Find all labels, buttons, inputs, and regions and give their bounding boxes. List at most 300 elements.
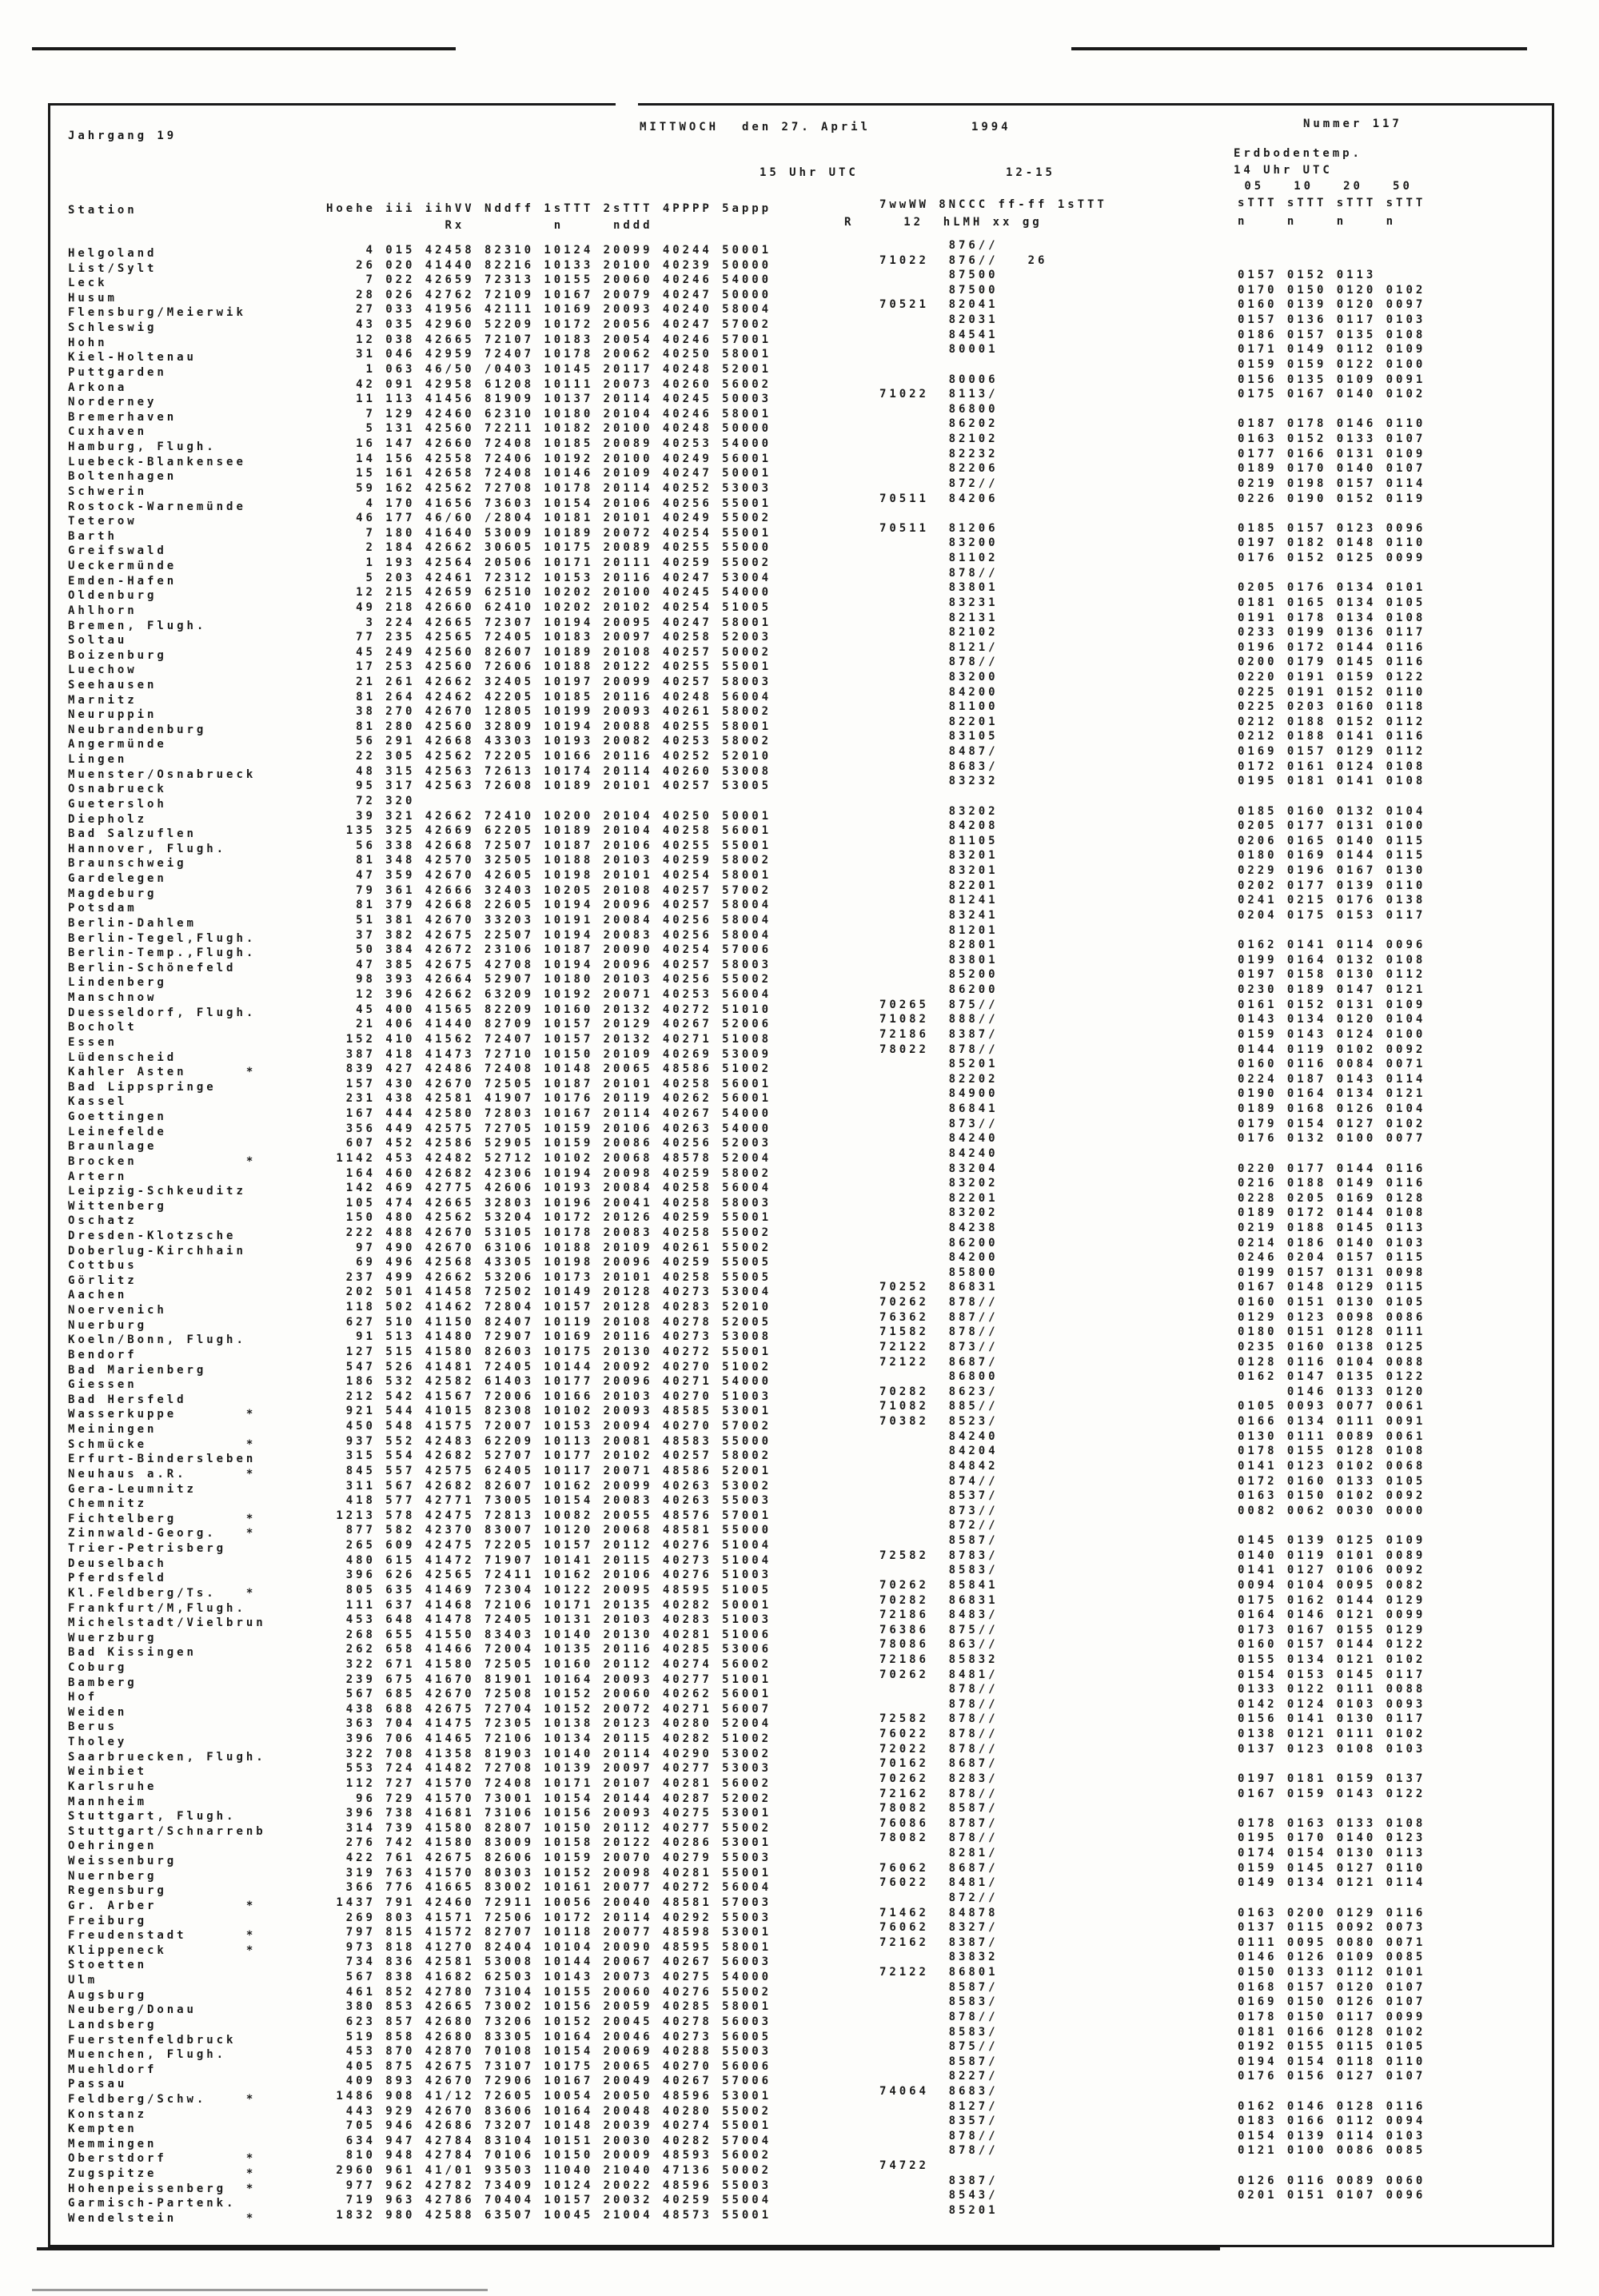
soil-temperatures: 0202 0177 0139 0110 bbox=[1238, 879, 1426, 892]
synop-groups: 127 515 41580 82603 10175 20130 40272 55001 bbox=[326, 1345, 772, 1358]
table-row bbox=[0, 239, 1599, 260]
station-name: Muenster/Osnabrueck bbox=[68, 767, 257, 781]
synop-groups: 50 384 42672 23106 10187 20090 40254 57006 bbox=[326, 943, 772, 957]
station-name: Erfurt-Bindersleben bbox=[68, 1453, 257, 1466]
synop-groups: 634 947 42784 83104 10151 20030 40282 57004 bbox=[326, 2134, 772, 2147]
synop-groups: 56 338 42668 72507 10187 20106 40255 55001 bbox=[326, 839, 772, 852]
station-name: Angermünde bbox=[68, 738, 167, 751]
station-name: Stoetten bbox=[68, 1959, 148, 1972]
synop-groups: 7 129 42460 62310 10180 20104 40246 58001 bbox=[326, 407, 772, 421]
synop-groups: 607 452 42586 52905 10159 20086 40256 52003 bbox=[326, 1137, 772, 1150]
station-name: Flensburg/Meierwik bbox=[68, 306, 246, 320]
weekday-label: MITTWOCH bbox=[640, 121, 720, 134]
synop-groups: 152 410 41562 72407 10157 20132 40271 51008 bbox=[326, 1032, 772, 1046]
synop-groups: 547 526 41481 72405 10144 20092 40270 51002 bbox=[326, 1360, 772, 1373]
weather-cloud-groups: 82102 bbox=[879, 432, 999, 446]
synop-groups: 27 033 41956 42111 10169 20093 40240 58004 bbox=[326, 303, 772, 317]
synop-groups: 315 554 42682 52707 10177 20102 40257 58002 bbox=[326, 1449, 772, 1463]
weather-cloud-groups: 84238 bbox=[879, 1221, 999, 1234]
station-name: Leipzig-Schkeuditz bbox=[68, 1185, 246, 1198]
weather-cloud-groups: 72186 8387/ bbox=[879, 1027, 999, 1041]
soil-temperatures: 0162 0141 0114 0096 bbox=[1238, 939, 1426, 952]
synop-groups: 269 803 41571 72506 10172 20114 40292 55003 bbox=[326, 1911, 772, 1924]
weather-cloud-groups: 8583/ bbox=[879, 2025, 999, 2039]
soil-temperatures: 0126 0116 0089 0060 bbox=[1238, 2174, 1426, 2187]
weather-cloud-groups: 71022 8113/ bbox=[879, 388, 999, 401]
synop-groups: 167 444 42580 72803 10167 20114 40267 54000 bbox=[326, 1107, 772, 1121]
soil-temperatures: 0219 0188 0145 0113 bbox=[1238, 1221, 1426, 1234]
station-name: Wuerzburg bbox=[68, 1631, 158, 1644]
station-name: Cottbus bbox=[68, 1259, 138, 1273]
synop-groups: 797 815 41572 82707 10118 20077 48598 53001 bbox=[326, 1926, 772, 1939]
synop-groups: 12 396 42662 63209 10192 20071 40253 56004 bbox=[326, 988, 772, 1002]
weather-cloud-groups: 74064 8683/ bbox=[879, 2085, 999, 2098]
station-name: Garmisch-Partenk. bbox=[68, 2197, 237, 2210]
station-name: Hannover, Flugh. bbox=[68, 842, 227, 855]
soil-temperatures: 0199 0164 0132 0108 bbox=[1238, 953, 1426, 967]
soil-temperatures: 0189 0172 0144 0108 bbox=[1238, 1206, 1426, 1220]
synop-groups: 1142 453 42482 52712 10102 20068 48578 52004 bbox=[326, 1151, 772, 1165]
synop-groups: 396 626 42565 72411 10162 20106 40276 51003 bbox=[326, 1569, 772, 1582]
synop-groups: 31 046 42959 72407 10178 20062 40250 58001 bbox=[326, 348, 772, 361]
synop-groups: 37 382 42675 22507 10194 20083 40256 58004 bbox=[326, 928, 772, 942]
soil-temperatures: 0169 0157 0129 0112 bbox=[1238, 745, 1426, 759]
synop-groups: 973 818 41270 82404 10104 20090 48595 58001 bbox=[326, 1940, 772, 1954]
station-name: Lüdenscheid bbox=[68, 1050, 177, 1064]
synop-groups: 322 671 41580 72505 10160 20112 40274 56002 bbox=[326, 1657, 772, 1671]
soil-temperatures: 0190 0164 0134 0121 bbox=[1238, 1087, 1426, 1101]
weather-cloud-groups: 70262 8481/ bbox=[879, 1668, 999, 1681]
station-name: Bad Kissingen bbox=[68, 1646, 197, 1660]
synop-groups: 45 249 42560 82607 10189 20108 40257 50002 bbox=[326, 645, 772, 659]
station-name: Görlitz bbox=[68, 1274, 138, 1287]
weather-cloud-groups: 82031 bbox=[879, 313, 999, 327]
soil-temperatures: 0128 0116 0104 0088 bbox=[1238, 1355, 1426, 1369]
synop-groups: 105 474 42665 32803 10196 20041 40258 58003 bbox=[326, 1196, 772, 1210]
station-name: Duesseldorf, Flugh. bbox=[68, 1006, 257, 1019]
soil-temperatures: 0145 0139 0125 0109 bbox=[1238, 1534, 1426, 1548]
weather-cloud-groups: 72582 8783/ bbox=[879, 1549, 999, 1562]
main-columns-subheader: Rx n nddd bbox=[326, 219, 653, 232]
weather-cloud-groups: 83232 bbox=[879, 775, 999, 788]
soil-temperatures: 0150 0133 0112 0101 bbox=[1238, 1966, 1426, 1979]
synop-groups: 1 063 46/50 /0403 10145 20117 40248 52001 bbox=[326, 362, 772, 376]
weather-cloud-groups: 70382 8523/ bbox=[879, 1415, 999, 1429]
synop-groups: 1832 980 42588 63507 10045 21004 48573 55001 bbox=[326, 2208, 772, 2222]
weather-cloud-groups: 72122 873// bbox=[879, 1340, 999, 1353]
soil-temperatures: 0168 0157 0120 0107 bbox=[1238, 1980, 1426, 1994]
station-name: Dresden-Klotzsche bbox=[68, 1229, 237, 1242]
station-name: Potsdam bbox=[68, 902, 138, 915]
station-name: Regensburg bbox=[68, 1884, 167, 1898]
weather-cloud-groups: 84541 bbox=[879, 328, 999, 341]
soil-temperatures: 0162 0147 0135 0122 bbox=[1238, 1370, 1426, 1384]
station-name: Oschatz bbox=[68, 1214, 138, 1228]
table-row bbox=[0, 388, 1599, 409]
synop-groups: 222 488 42670 53105 10178 20083 40258 55002 bbox=[326, 1226, 772, 1239]
weather-cloud-groups: 78082 878// bbox=[879, 1832, 999, 1845]
soil-temperatures: 0156 0135 0109 0091 bbox=[1238, 373, 1426, 386]
weather-cloud-groups: 8587/ bbox=[879, 2055, 999, 2068]
station-name: Bad Lippspringe bbox=[68, 1080, 217, 1094]
weather-cloud-groups: 8127/ bbox=[879, 2099, 999, 2113]
weather-cloud-groups: 76022 8481/ bbox=[879, 1876, 999, 1890]
station-name: Saarbruecken, Flugh. bbox=[68, 1750, 266, 1764]
weather-cloud-groups: 83201 bbox=[879, 849, 999, 863]
weather-cloud-groups: 8583/ bbox=[879, 1995, 999, 2009]
station-name: Ulm bbox=[68, 1974, 98, 1987]
soil-temperatures: 0219 0198 0157 0114 bbox=[1238, 476, 1426, 490]
synop-groups: 627 510 41150 82407 10119 20108 40278 52005 bbox=[326, 1315, 772, 1329]
weather-cloud-groups: 83202 bbox=[879, 804, 999, 818]
weather-cloud-groups: 72186 8483/ bbox=[879, 1608, 999, 1622]
synop-groups: 79 361 42666 32403 10205 20108 40257 57002 bbox=[326, 883, 772, 897]
weather-cloud-groups: 71582 878// bbox=[879, 1325, 999, 1339]
station-name: Schwerin bbox=[68, 484, 148, 498]
soil-temperatures: 0082 0062 0030 0000 bbox=[1238, 1504, 1426, 1517]
weather-cloud-groups: 8227/ bbox=[879, 2070, 999, 2083]
soil-temperatures: 0191 0178 0134 0108 bbox=[1238, 611, 1426, 624]
station-name: Konstanz bbox=[68, 2107, 148, 2121]
weather-cloud-groups: 87500 bbox=[879, 269, 999, 282]
soil-temperatures: 0172 0160 0133 0105 bbox=[1238, 1474, 1426, 1488]
synop-groups: 47 359 42670 42605 10198 20101 40254 58001 bbox=[326, 869, 772, 883]
obs-time-label: 15 Uhr UTC bbox=[760, 166, 859, 179]
weather-cloud-groups: 85800 bbox=[879, 1266, 999, 1279]
weather-cloud-groups: 83200 bbox=[879, 671, 999, 684]
synop-groups: 839 427 42486 72408 10148 20065 48586 51002 bbox=[326, 1062, 772, 1076]
station-name: Wasserkuppe * bbox=[68, 1408, 257, 1421]
soil-temperatures: 0224 0187 0143 0114 bbox=[1238, 1072, 1426, 1086]
station-name: Marnitz bbox=[68, 693, 138, 707]
station-name: Deuselbach bbox=[68, 1557, 167, 1570]
station-name: Braunlage bbox=[68, 1140, 158, 1154]
weather-cloud-groups: 76386 875// bbox=[879, 1623, 999, 1636]
weather-cloud-groups: 76086 8787/ bbox=[879, 1816, 999, 1830]
synop-groups: 409 893 42670 72906 10167 20049 40267 57006 bbox=[326, 2075, 772, 2088]
station-name: Hof bbox=[68, 1691, 98, 1704]
station-name: Mannheim bbox=[68, 1795, 148, 1808]
soil-temperatures: 0199 0157 0131 0098 bbox=[1238, 1266, 1426, 1279]
synop-groups: 461 852 42780 73104 10155 20060 40276 55002 bbox=[326, 1985, 772, 1999]
weather-cloud-groups: 878// bbox=[879, 2129, 999, 2143]
weather-cloud-groups: 83231 bbox=[879, 596, 999, 609]
soil-temperatures: 0105 0093 0077 0061 bbox=[1238, 1400, 1426, 1413]
weather-cloud-groups: 8587/ bbox=[879, 1534, 999, 1548]
weather-cloud-groups: 78082 8587/ bbox=[879, 1802, 999, 1816]
station-name: Bad Hersfeld bbox=[68, 1393, 187, 1406]
synop-groups: 26 020 41440 82216 10133 20100 40239 50000 bbox=[326, 258, 772, 272]
station-name: Hohenpeissenberg * bbox=[68, 2182, 257, 2195]
synop-groups: 212 542 41567 72006 10166 20103 40270 51003 bbox=[326, 1389, 772, 1403]
station-name: Bad Salzuflen bbox=[68, 827, 197, 841]
soil-temperatures: 0180 0151 0128 0111 bbox=[1238, 1325, 1426, 1339]
station-column-header: Station bbox=[68, 204, 138, 217]
synop-groups: 150 480 42562 53204 10172 20126 40259 55001 bbox=[326, 1211, 772, 1225]
table-row bbox=[0, 2189, 1599, 2210]
station-name: Neuhaus a.R. * bbox=[68, 1467, 257, 1481]
soil-temperatures: 0197 0181 0159 0137 bbox=[1238, 1772, 1426, 1785]
synop-groups: 164 460 42682 42306 10194 20098 40259 58002 bbox=[326, 1166, 772, 1180]
synop-groups: 262 658 41466 72004 10135 20116 40285 53006 bbox=[326, 1643, 772, 1656]
station-name: Rostock-Warnemünde bbox=[68, 500, 246, 513]
synop-groups: 4 170 41656 73603 10154 20106 40256 55001 bbox=[326, 496, 772, 510]
synop-groups: 111 637 41468 72106 10171 20135 40282 50001 bbox=[326, 1598, 772, 1612]
station-name: Feldberg/Schw. * bbox=[68, 2093, 257, 2106]
synop-groups: 21 406 41440 82709 10157 20129 40267 52006 bbox=[326, 1018, 772, 1031]
weather-cloud-groups: 84204 bbox=[879, 1445, 999, 1458]
soil-temperatures: 0160 0157 0144 0122 bbox=[1238, 1638, 1426, 1652]
soil-temperatures: 0166 0134 0111 0091 bbox=[1238, 1415, 1426, 1429]
weather-cloud-groups: 8357/ bbox=[879, 2115, 999, 2128]
weather-cloud-groups: 81102 bbox=[879, 552, 999, 565]
synop-groups: 51 381 42670 33203 10191 20084 40256 58004 bbox=[326, 913, 772, 927]
weather-cloud-groups: 872// bbox=[879, 1519, 999, 1533]
station-name: Doberlug-Kirchhain bbox=[68, 1244, 246, 1258]
weather-cloud-groups: 82102 bbox=[879, 626, 999, 640]
soil-temperatures: 0194 0154 0118 0110 bbox=[1238, 2055, 1426, 2068]
station-name: Tholey bbox=[68, 1736, 128, 1749]
station-name: Berlin-Schönefeld bbox=[68, 961, 237, 975]
synop-groups: 937 552 42483 62209 10113 20081 48583 55000 bbox=[326, 1434, 772, 1448]
station-name: Fuerstenfeldbruck bbox=[68, 2033, 237, 2047]
weather-cloud-groups: 8587/ bbox=[879, 1980, 999, 1994]
synop-groups: 22 305 42562 72205 10166 20116 40252 52010 bbox=[326, 750, 772, 763]
soil-temperatures: 0141 0127 0106 0092 bbox=[1238, 1564, 1426, 1577]
station-name: Klippeneck * bbox=[68, 1943, 257, 1957]
soil-temperatures: 0172 0161 0124 0108 bbox=[1238, 759, 1426, 773]
weather-cloud-groups: 84240 bbox=[879, 1146, 999, 1160]
weather-cloud-groups: 72122 8687/ bbox=[879, 1355, 999, 1369]
station-name: Fichtelberg * bbox=[68, 1512, 257, 1525]
table-row bbox=[0, 492, 1599, 513]
soil-temperatures: 0156 0141 0130 0117 bbox=[1238, 1712, 1426, 1726]
weather-cloud-groups: 81201 bbox=[879, 923, 999, 937]
station-name: Ahlhorn bbox=[68, 604, 138, 617]
synop-groups: 186 532 42582 61403 10177 20096 40271 54000 bbox=[326, 1375, 772, 1389]
weather-cloud-groups: 83201 bbox=[879, 864, 999, 878]
synop-groups: 81 348 42570 32505 10188 20103 40259 58002 bbox=[326, 854, 772, 867]
station-name: Cuxhaven bbox=[68, 425, 148, 439]
station-name: Lindenberg bbox=[68, 976, 167, 990]
table-row bbox=[0, 1787, 1599, 1808]
weather-cloud-groups: 72582 878// bbox=[879, 1712, 999, 1726]
weather-cloud-groups: 878// bbox=[879, 1697, 999, 1711]
station-name: Wittenberg bbox=[68, 1199, 167, 1213]
synop-groups: 322 708 41358 81903 10140 20114 40290 53002 bbox=[326, 1747, 772, 1760]
synop-groups: 11 113 41456 81909 10137 20114 40245 50003 bbox=[326, 393, 772, 406]
weather-cloud-groups: 78086 863// bbox=[879, 1638, 999, 1652]
erdbodentemp-title: Erdbodentemp. bbox=[1234, 147, 1362, 160]
station-name: Gera-Leumnitz bbox=[68, 1482, 197, 1496]
soil-temperatures: 0186 0157 0135 0108 bbox=[1238, 328, 1426, 341]
station-name: Teterow bbox=[68, 515, 138, 528]
weather-cloud-groups: 8487/ bbox=[879, 745, 999, 759]
station-name: Bad Marienberg bbox=[68, 1363, 207, 1377]
synop-groups: 45 400 41565 82209 10160 20132 40272 51010 bbox=[326, 1003, 772, 1016]
weather-cloud-groups: 83832 bbox=[879, 1951, 999, 1964]
synop-groups: 877 582 42370 83007 10120 20068 48581 55000 bbox=[326, 1524, 772, 1537]
weather-cloud-groups: 70511 81206 bbox=[879, 521, 999, 535]
weather-cloud-groups: 70262 8283/ bbox=[879, 1772, 999, 1785]
station-name: Oberstdorf * bbox=[68, 2152, 257, 2166]
synop-groups: 2 184 42662 30605 10175 20089 40255 55000 bbox=[326, 541, 772, 555]
synop-groups: 356 449 42575 72705 10159 20106 40263 54000 bbox=[326, 1122, 772, 1135]
station-name: Augsburg bbox=[68, 1988, 148, 2002]
synop-groups: 396 738 41681 73106 10156 20093 40275 53001 bbox=[326, 1807, 772, 1820]
station-name: Luechow bbox=[68, 664, 138, 677]
synop-groups: 5 131 42560 72211 10182 20100 40248 50000 bbox=[326, 422, 772, 436]
station-name: Boltenhagen bbox=[68, 470, 177, 484]
synop-groups: 7 180 41640 53009 10189 20072 40254 55001 bbox=[326, 526, 772, 540]
soil-temperatures: 0235 0160 0138 0125 bbox=[1238, 1340, 1426, 1353]
station-name: Chemnitz bbox=[68, 1497, 148, 1511]
weather-cloud-groups: 70265 875// bbox=[879, 998, 999, 1011]
station-name: Brocken * bbox=[68, 1154, 257, 1168]
synop-groups: 12 038 42665 72107 10183 20054 40246 57001 bbox=[326, 333, 772, 346]
soil-temperatures: 0138 0121 0111 0102 bbox=[1238, 1728, 1426, 1741]
weather-cloud-groups: 72122 86801 bbox=[879, 1966, 999, 1979]
synop-groups: 112 727 41570 72408 10171 20107 40281 56002 bbox=[326, 1776, 772, 1790]
weather-cloud-groups: 87500 bbox=[879, 283, 999, 297]
synop-groups: 396 706 41465 72106 10134 20115 40282 51002 bbox=[326, 1732, 772, 1746]
station-name: Berlin-Tegel,Flugh. bbox=[68, 931, 257, 945]
soil-temperatures: 0187 0178 0146 0110 bbox=[1238, 417, 1426, 431]
station-name: Lingen bbox=[68, 753, 128, 767]
station-name: Passau bbox=[68, 2078, 128, 2091]
station-name: Muenchen, Flugh. bbox=[68, 2048, 227, 2062]
synop-groups: 237 499 42662 53206 10173 20101 40258 55005 bbox=[326, 1270, 772, 1284]
synop-groups: 28 026 42762 72109 10167 20079 40247 50000 bbox=[326, 288, 772, 301]
station-name: Kassel bbox=[68, 1095, 128, 1109]
soil-temperatures: 0181 0166 0128 0102 bbox=[1238, 2025, 1426, 2039]
soil-temperatures: 0189 0168 0126 0104 bbox=[1238, 1102, 1426, 1116]
synop-groups: 453 648 41478 72405 10131 20103 40283 51003 bbox=[326, 1613, 772, 1627]
weather-cloud-groups: 71082 885// bbox=[879, 1400, 999, 1413]
weather-cloud-groups: 70282 86831 bbox=[879, 1593, 999, 1607]
soil-temperatures: 0160 0139 0120 0097 bbox=[1238, 298, 1426, 312]
soil-temperatures: 0179 0154 0127 0102 bbox=[1238, 1117, 1426, 1130]
station-name: Coburg bbox=[68, 1660, 128, 1674]
soil-temperatures: 0205 0177 0131 0100 bbox=[1238, 819, 1426, 833]
soil-temperatures: 0149 0134 0121 0114 bbox=[1238, 1876, 1426, 1890]
synop-groups: 157 430 42670 72505 10187 20101 40258 56001 bbox=[326, 1077, 772, 1090]
synop-groups: 81 280 42560 32809 10194 20088 40255 58001 bbox=[326, 719, 772, 733]
station-name: Berus bbox=[68, 1720, 118, 1734]
station-name: Zugspitze * bbox=[68, 2167, 257, 2181]
weather-cloud-groups: 78022 878// bbox=[879, 1042, 999, 1056]
soil-temperatures: 0146 0133 0120 bbox=[1238, 1385, 1426, 1398]
station-name: Neuruppin bbox=[68, 708, 158, 722]
weather-cloud-groups: 82201 bbox=[879, 1191, 999, 1205]
synop-groups: 47 385 42675 42708 10194 20096 40257 58003 bbox=[326, 958, 772, 971]
station-name: Norderney bbox=[68, 396, 158, 409]
station-name: Karlsruhe bbox=[68, 1780, 158, 1793]
soil-temperatures: 0143 0134 0120 0104 bbox=[1238, 1013, 1426, 1026]
station-name: Manschnow bbox=[68, 991, 158, 1005]
erdbodentemp-time: 14 Uhr UTC bbox=[1234, 164, 1333, 177]
synop-groups: 705 946 42686 73207 10148 20039 40274 55001 bbox=[326, 2119, 772, 2133]
synop-groups: 5 203 42461 72312 10153 20116 40247 53004 bbox=[326, 571, 772, 584]
weather-cloud-groups: 86202 bbox=[879, 417, 999, 431]
station-name: Osnabrueck bbox=[68, 783, 167, 796]
weather-cloud-groups: 85201 bbox=[879, 2203, 999, 2217]
soil-temperatures: 0164 0146 0121 0099 bbox=[1238, 1608, 1426, 1622]
synop-groups: 553 724 41482 72708 10139 20097 40277 53003 bbox=[326, 1762, 772, 1776]
soil-temperatures: 0160 0151 0130 0105 bbox=[1238, 1296, 1426, 1309]
station-name: Barth bbox=[68, 529, 118, 543]
synop-groups: 1437 791 42460 72911 10056 20040 48581 57003 bbox=[326, 1895, 772, 1909]
synop-groups: 363 704 41475 72305 10138 20123 40280 52004 bbox=[326, 1717, 772, 1731]
station-name: Luebeck-Blankensee bbox=[68, 455, 246, 468]
period-label: 12-15 bbox=[1006, 166, 1055, 179]
weather-cloud-groups: 878// bbox=[879, 2144, 999, 2158]
synop-groups: 2960 961 41/01 93503 11040 21040 47136 50002 bbox=[326, 2164, 772, 2178]
station-name: Artern bbox=[68, 1170, 128, 1183]
station-name: Michelstadt/Vielbrun bbox=[68, 1616, 266, 1630]
station-name: Essen bbox=[68, 1035, 118, 1049]
synop-groups: 231 438 42581 41907 10176 20119 40262 56001 bbox=[326, 1092, 772, 1106]
soil-temperatures: 0167 0159 0143 0122 bbox=[1238, 1787, 1426, 1800]
weather-cloud-groups: 71082 888// bbox=[879, 1013, 999, 1026]
station-name: Emden-Hafen bbox=[68, 574, 177, 588]
station-name: List/Sylt bbox=[68, 261, 158, 275]
station-name: Aachen bbox=[68, 1289, 128, 1302]
station-name: Arkona bbox=[68, 381, 128, 394]
soil-temperatures: 0195 0170 0140 0123 bbox=[1238, 1832, 1426, 1845]
weather-cloud-groups: 878// bbox=[879, 1683, 999, 1696]
soil-temperatures: 0142 0124 0103 0093 bbox=[1238, 1697, 1426, 1711]
soil-temperatures: 0233 0199 0136 0117 bbox=[1238, 626, 1426, 640]
synop-groups: 7 022 42659 72313 10155 20060 40246 54000 bbox=[326, 273, 772, 287]
station-name: Memmingen bbox=[68, 2137, 158, 2151]
soil-temperatures: 0157 0136 0117 0103 bbox=[1238, 313, 1426, 327]
soil-temperatures: 0171 0149 0112 0109 bbox=[1238, 343, 1426, 357]
synop-groups: 81 264 42462 42205 10185 20116 40248 56004 bbox=[326, 690, 772, 704]
synop-groups: 366 776 41665 83002 10161 20077 40272 56004 bbox=[326, 1881, 772, 1895]
synop-groups: 15 161 42658 72408 10146 20109 40247 50001 bbox=[326, 467, 772, 480]
synop-groups: 810 948 42784 70106 10150 20009 48593 56002 bbox=[326, 2149, 772, 2162]
station-name: Pferdsfeld bbox=[68, 1572, 167, 1585]
soil-temperatures: 0226 0190 0152 0119 bbox=[1238, 492, 1426, 505]
synop-groups: 265 609 42475 72205 10157 20112 40276 51004 bbox=[326, 1539, 772, 1553]
synop-groups: 268 655 41550 83403 10140 20130 40281 51006 bbox=[326, 1628, 772, 1641]
soil-temperatures: 0220 0177 0144 0116 bbox=[1238, 1162, 1426, 1175]
soil-temperatures: 0212 0188 0152 0112 bbox=[1238, 715, 1426, 728]
erdbodentemp-depths: 05 10 20 50 bbox=[1234, 180, 1413, 193]
weather-cloud-groups: 83202 bbox=[879, 1206, 999, 1220]
station-name: Bamberg bbox=[68, 1676, 138, 1689]
station-name: Weiden bbox=[68, 1705, 128, 1719]
station-name: Ueckermünde bbox=[68, 560, 177, 573]
soil-temperatures: 0197 0158 0130 0112 bbox=[1238, 968, 1426, 982]
synop-groups: 43 035 42960 52209 10172 20056 40247 57002 bbox=[326, 318, 772, 332]
station-name: Stuttgart/Schnarrenb bbox=[68, 1824, 266, 1838]
synop-groups: 135 325 42669 62205 10189 20104 40258 56001 bbox=[326, 824, 772, 838]
weather-cloud-groups: 76362 887// bbox=[879, 1310, 999, 1324]
soil-temperatures: 0181 0165 0134 0105 bbox=[1238, 596, 1426, 609]
weather-cloud-groups: 84200 bbox=[879, 1251, 999, 1265]
synop-groups: 380 853 42665 73002 10156 20059 40285 58001 bbox=[326, 2000, 772, 2014]
station-name: Braunschweig bbox=[68, 857, 187, 871]
weather-cloud-groups: 878// bbox=[879, 2010, 999, 2023]
weather-cloud-groups: 82206 bbox=[879, 462, 999, 476]
weather-cloud-groups: 76022 878// bbox=[879, 1728, 999, 1741]
station-name: Kiel-Holtenau bbox=[68, 351, 197, 365]
synop-groups: 1486 908 41/12 72605 10054 20050 48596 53001 bbox=[326, 2090, 772, 2103]
synop-groups: 3 224 42665 72307 10194 20095 40247 58001 bbox=[326, 616, 772, 629]
weather-cloud-groups: 84900 bbox=[879, 1087, 999, 1101]
